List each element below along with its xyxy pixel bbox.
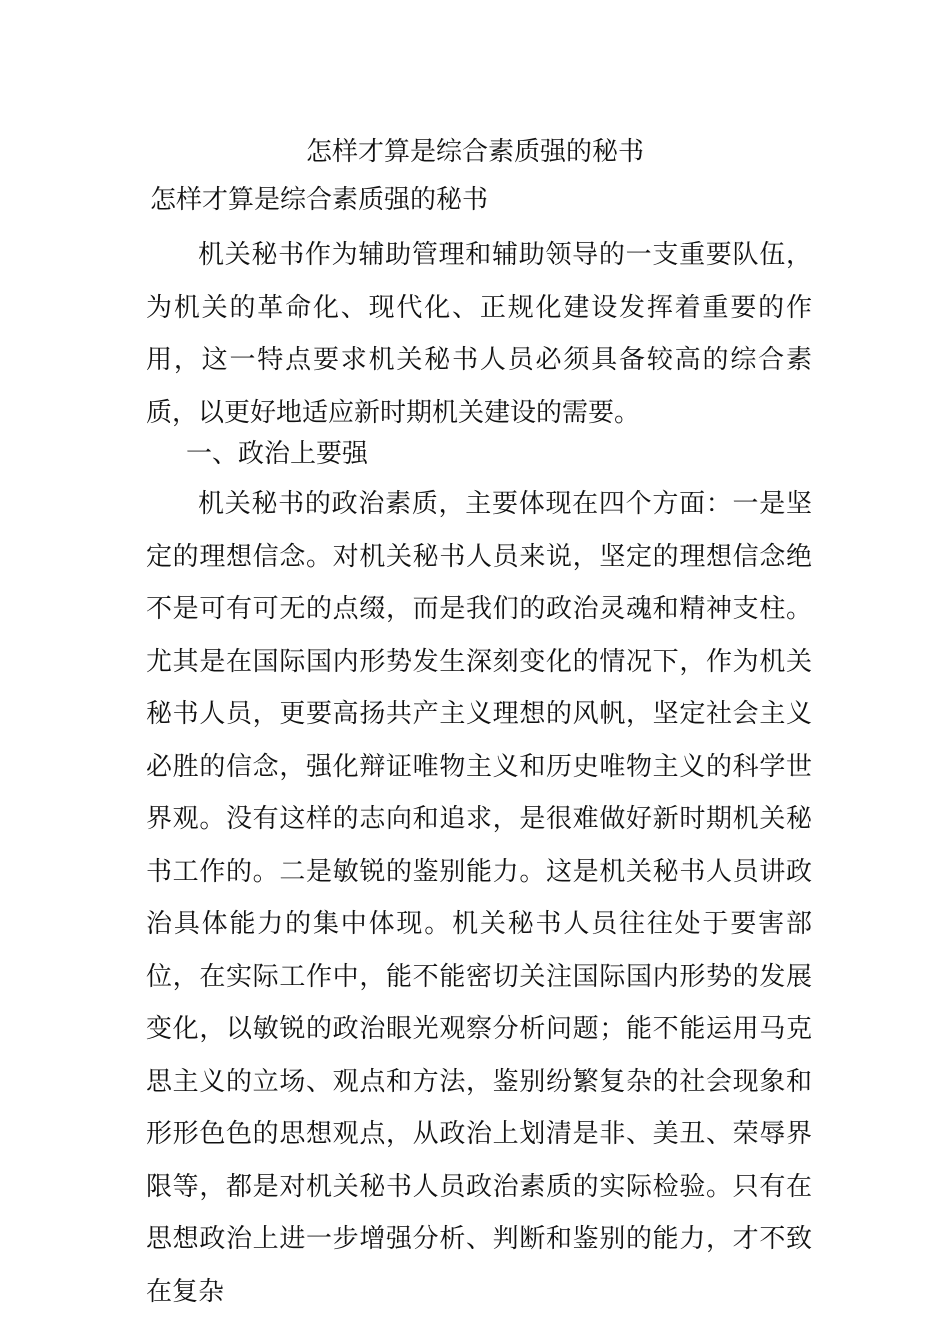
document-title: 怎样才算是综合素质强的秘书 [305, 137, 644, 167]
document-subtitle: 怎样才算是综合素质强的秘书 [150, 185, 489, 215]
paragraph-intro: 机关秘书作为辅助管理和辅助领导的一支重要队伍，为机关的革命化、现代化、正规化建设发挥着重要的作用，这一特点要求机关秘书人员必须具备较高的综合素质，以更好地适应新时期机关建设的需要。 [146, 240, 812, 428]
paragraph-political-quality: 机关秘书的政治素质，主要体现在四个方面：一是坚定的理想信念。对机关秘书人员来说，坚定的理想信念绝不是可有可无的点缀，而是我们的政治灵魂和精神支柱。尤其是在国际国内形势发生深刻变化的情况下，作为机关秘书人员，更要高扬共产主义理想的风帆，坚定社会主义必胜的信念，强化辩证唯物主义和历史唯物主义的科学世界观。没有这样的志向和追求，是很难做好新时期机关秘书工作的。二是敏锐的鉴别能力。这是机关秘书人员讲政治具体能力的集中体现。机关秘书人员往往处于要害部位，在实际工作中，能不能密切关注国际国内形势的发展变化，以敏锐的政治眼光观察分析问题；能不能运用马克思主义的立场、观点和方法，鉴别纷繁复杂的社会现象和形形色色的思想观点，从政治上划清是非、美丑、荣辱界限等，都是对机关秘书人员政治素质的实际检验。只有在思想政治上进一步增强分析、判断和鉴别的能力，才不致在复杂 [146, 489, 812, 1307]
section-heading-political: 一、政治上要强 [186, 439, 369, 469]
